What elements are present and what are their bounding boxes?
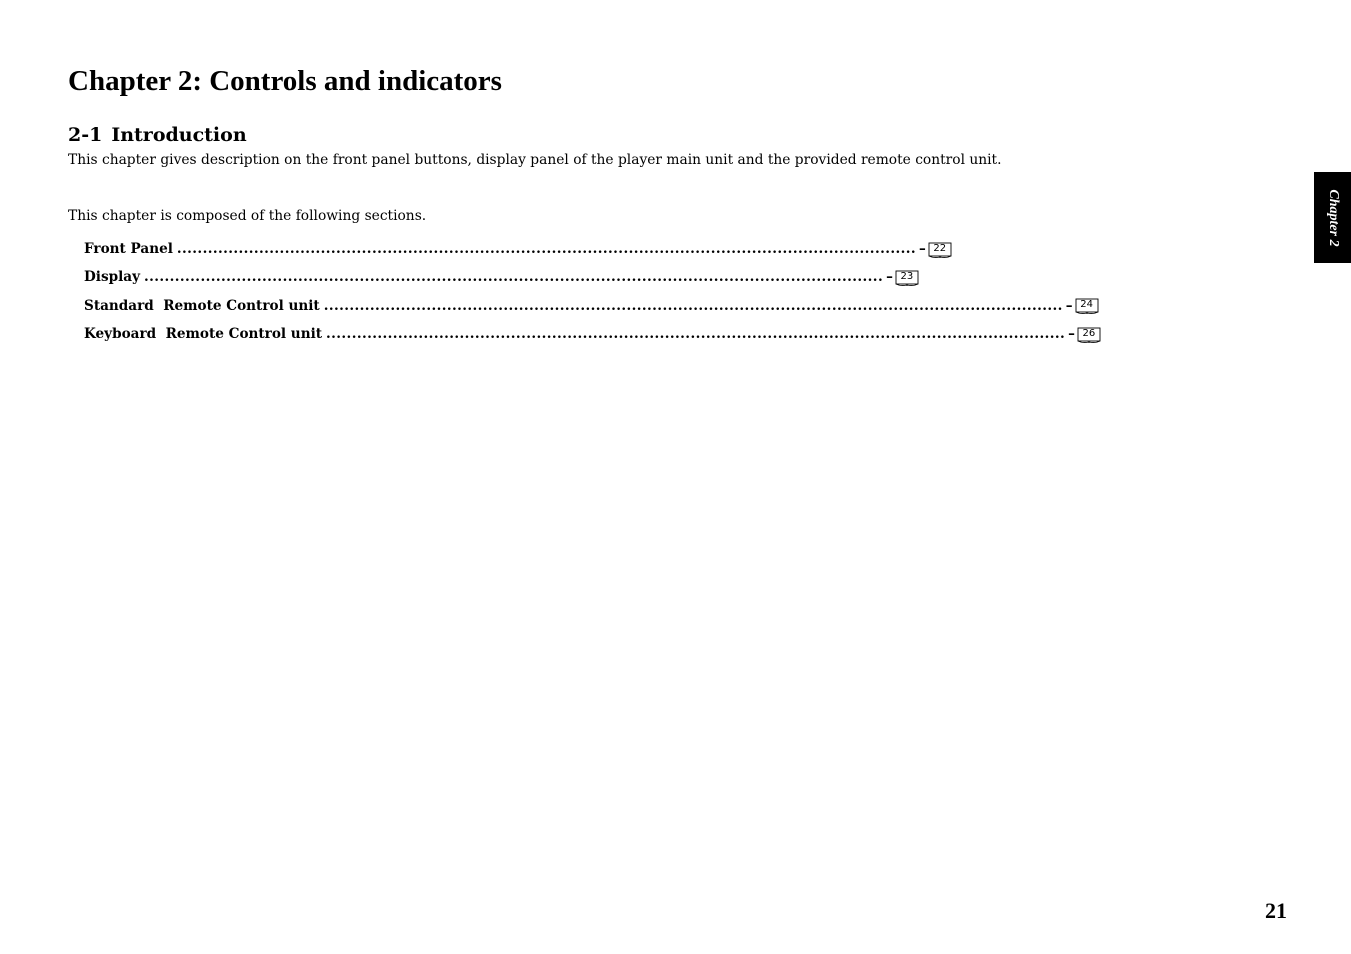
toc-entry-label: Front Panel xyxy=(84,241,173,258)
toc-dash: – xyxy=(1068,326,1075,343)
toc-entry-keyboard-remote[interactable] xyxy=(84,320,1096,348)
book-icon xyxy=(895,270,919,287)
toc-leader-dots: ................................................................................................................................................ xyxy=(326,326,1066,343)
section-title: Introduction xyxy=(111,124,247,146)
intro-paragraph: This chapter gives description on the front panel buttons, display panel of the player main unit and the provided remote control unit. xyxy=(68,152,1002,168)
sections-intro-paragraph: This chapter is composed of the following sections. xyxy=(68,208,427,224)
section-heading xyxy=(68,122,247,148)
toc-entry-label: Keyboard Remote Control unit xyxy=(84,326,323,343)
toc-page-number: 22 xyxy=(933,242,947,254)
toc-page-number: 24 xyxy=(1080,299,1093,311)
page-number: 21 xyxy=(1265,898,1287,923)
chapter-title: Chapter 2: Controls and indicators xyxy=(68,65,502,97)
toc-dash: – xyxy=(886,269,893,286)
book-icon xyxy=(1075,298,1099,315)
section-number: 2-1 xyxy=(68,124,103,146)
chapter-side-tab-label: Chapter 2 xyxy=(1325,188,1341,247)
table-of-contents xyxy=(84,235,1096,348)
toc-leader-dots: ................................................................................................................................................ xyxy=(176,241,916,258)
toc-entry-label: Standard Remote Control unit xyxy=(84,297,320,314)
toc-leader-dots: ................................................................................................................................................ xyxy=(323,297,1063,314)
toc-entry-standard-remote[interactable] xyxy=(84,292,1093,320)
toc-page-number: 26 xyxy=(1082,327,1096,339)
toc-page-number: 23 xyxy=(900,270,914,282)
toc-leader-dots: ................................................................................................................................................ xyxy=(143,269,884,286)
book-icon xyxy=(1077,327,1101,344)
toc-dash: – xyxy=(919,241,926,258)
chapter-side-tab xyxy=(1314,172,1351,263)
toc-dash: – xyxy=(1065,297,1073,314)
toc-entry-display[interactable] xyxy=(84,263,914,291)
book-icon xyxy=(928,242,952,259)
toc-entry-label: Display xyxy=(84,269,140,286)
toc-entry-front-panel[interactable] xyxy=(84,235,947,263)
